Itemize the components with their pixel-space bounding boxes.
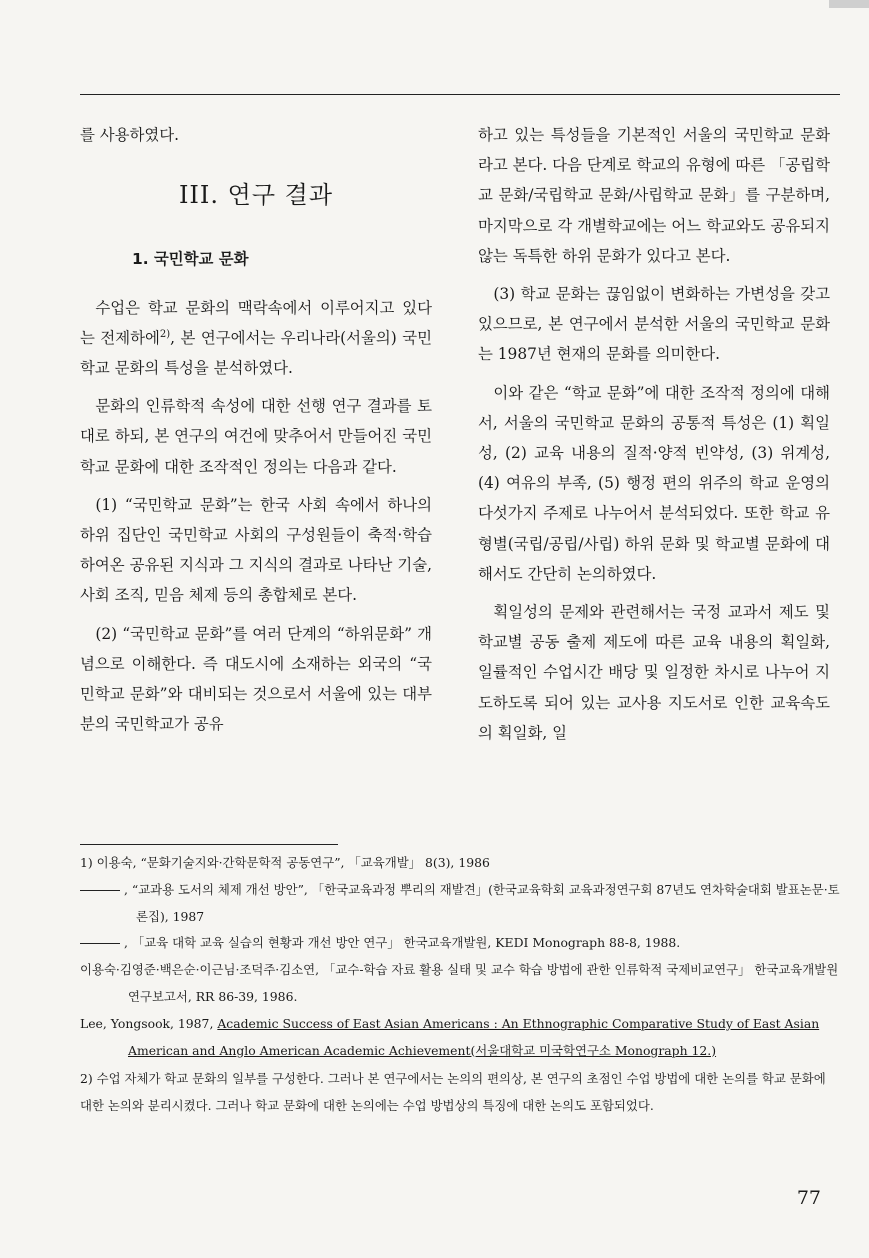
footnote-text: , “교과용 도서의 체제 개선 방안”, 「한국교육과정 뿌리의 재발견」(한국교육학회 교육과정연구회 87년도 연차학술대회 발표논문·토론집), 1987 [124, 881, 840, 924]
paragraph: 문화의 인류학적 속성에 대한 선행 연구 결과를 토대로 하되, 본 연구의 여건에 맞추어서 만들어진 국민학교 문화에 대한 조작적인 정의는 다음과 같다. [80, 397, 432, 476]
footnote-ref-item: 이용숙·김영준·백은순·이근님·조덕주·김소연, 「교수-학습 자료 활용 실태 및 교수 학습 방법에 관한 인류학적 국제비교연구」 한국교육개발원 연구보고서, RR 86-39, 1986. [80, 962, 839, 1004]
paragraph: (2) “국민학교 문화”를 여러 단계의 “하위문화” 개념으로 이해한다. 즉 대도시에 소재하는 외국의 “국민학교 문화”와 대비되는 것으로서 서울에 있는 대부분의 국민학교가 공유 [80, 624, 432, 734]
paragraph: 이와 같은 “학교 문화”에 대한 조작적 정의에 대해서, 서울의 국민학교 문화의 공통적 특성은 (1) 획일성, (2) 교육 내용의 질적·양적 빈약성, (3) 위계성, (4) 여유의 부족, (5) 행정 편의 위주의 학교 운영의 다섯가지 주제로 나누어서 분석되었다. 또한 학교 유형별(국립/공립/사립) 하위 문화 및 학교별 문화에 대해서도 간단히 논의하였다. [478, 383, 830, 583]
footnote-ref: 2) [159, 328, 171, 340]
right-column [478, 120, 830, 748]
footnote-ref-item [80, 930, 840, 957]
paragraph-text: , 본 연구에서는 우리나라(서울의) 국민학교 문화의 특성을 분석하였다. [80, 328, 433, 378]
section-heading: III. 연구 결과 [178, 181, 334, 210]
footnote-text: Lee, Yongsook, 1987, [80, 1015, 218, 1031]
paragraph: 획일성의 문제와 관련해서는 국정 교과서 제도 및 학교별 공동 출제 제도에 따른 교육 내용의 획일화, 일률적인 수업시간 배당 및 일정한 차시로 나누어 지도하도록 되어 있는 교사용 지도서로 인한 교육속도의 획일화, 일 [478, 603, 830, 742]
footnote-1: 1) 이용숙, “문화기술지와·간학문학적 공동연구”, 「교육개발」 8(3), 1986 [80, 855, 490, 870]
paragraph: (3) 학교 문화는 끊임없이 변화하는 가변성을 갖고 있으므로, 본 연구에서 분석한 서울의 국민학교 문화는 1987년 현재의 문화를 의미한다. [478, 285, 830, 364]
header-rule [80, 94, 840, 95]
subsection-heading: 1. 국민학교 문화 [132, 250, 249, 269]
ditto-dash [80, 943, 120, 944]
scan-corner-mark [829, 0, 869, 8]
footnotes [80, 850, 840, 1120]
paragraph [80, 293, 432, 384]
intro-fragment: 를 사용하였다. [80, 126, 179, 144]
footnote-ref-item [80, 1011, 840, 1065]
paragraph-text: 수업은 학교 문화의 맥락속에서 이루어지고 있다는 전제하에 [80, 298, 432, 347]
page-number: 77 [796, 1187, 821, 1209]
paragraph: (1) “국민학교 문화”는 한국 사회 속에서 하나의 하위 집단인 국민학교 사회의 구성원들이 축적·학습하여온 공유된 지식과 그 지식의 결과로 나타난 기술, 사회 조직, 믿음 체제 등의 총합체로 본다. [80, 495, 432, 605]
left-column [80, 120, 432, 739]
paragraph: 하고 있는 특성들을 기본적인 서울의 국민학교 문화라고 본다. 다음 단계로 학교의 유형에 따른 「공립학교 문화/국립학교 문화/사립학교 문화」를 구분하며, 마지막으로 각 개별학교에는 어느 학교와도 공유되지 않는 독특한 하위 문화가 있다고 본다. [478, 126, 830, 265]
footnote-2: 2) 수업 자체가 학교 문화의 일부를 구성한다. 그러나 본 연구에서는 논의의 편의상, 본 연구의 초점인 수업 방법에 대한 논의를 학교 문화에 대한 논의와 분리시켰다. 그러나 학교 문화에 대한 논의에는 수업 방법상의 특징에 대한 논의도 포함되었다. [80, 1071, 826, 1114]
footnote-rule [80, 844, 338, 845]
ditto-dash [80, 890, 120, 891]
footnote-text: , 「교육 대학 교육 실습의 현황과 개선 방안 연구」 한국교육개발원, KEDI Monograph 88-8, 1988. [124, 935, 681, 951]
underlined-title: Academic Success of East Asian Americans : An Ethnographic Comparative Study of East Asian American and Anglo American Academic Achievement(서울대학교 미국학연구소 Monograph 12.) [128, 1015, 820, 1058]
footnote-ref-item [80, 877, 840, 931]
